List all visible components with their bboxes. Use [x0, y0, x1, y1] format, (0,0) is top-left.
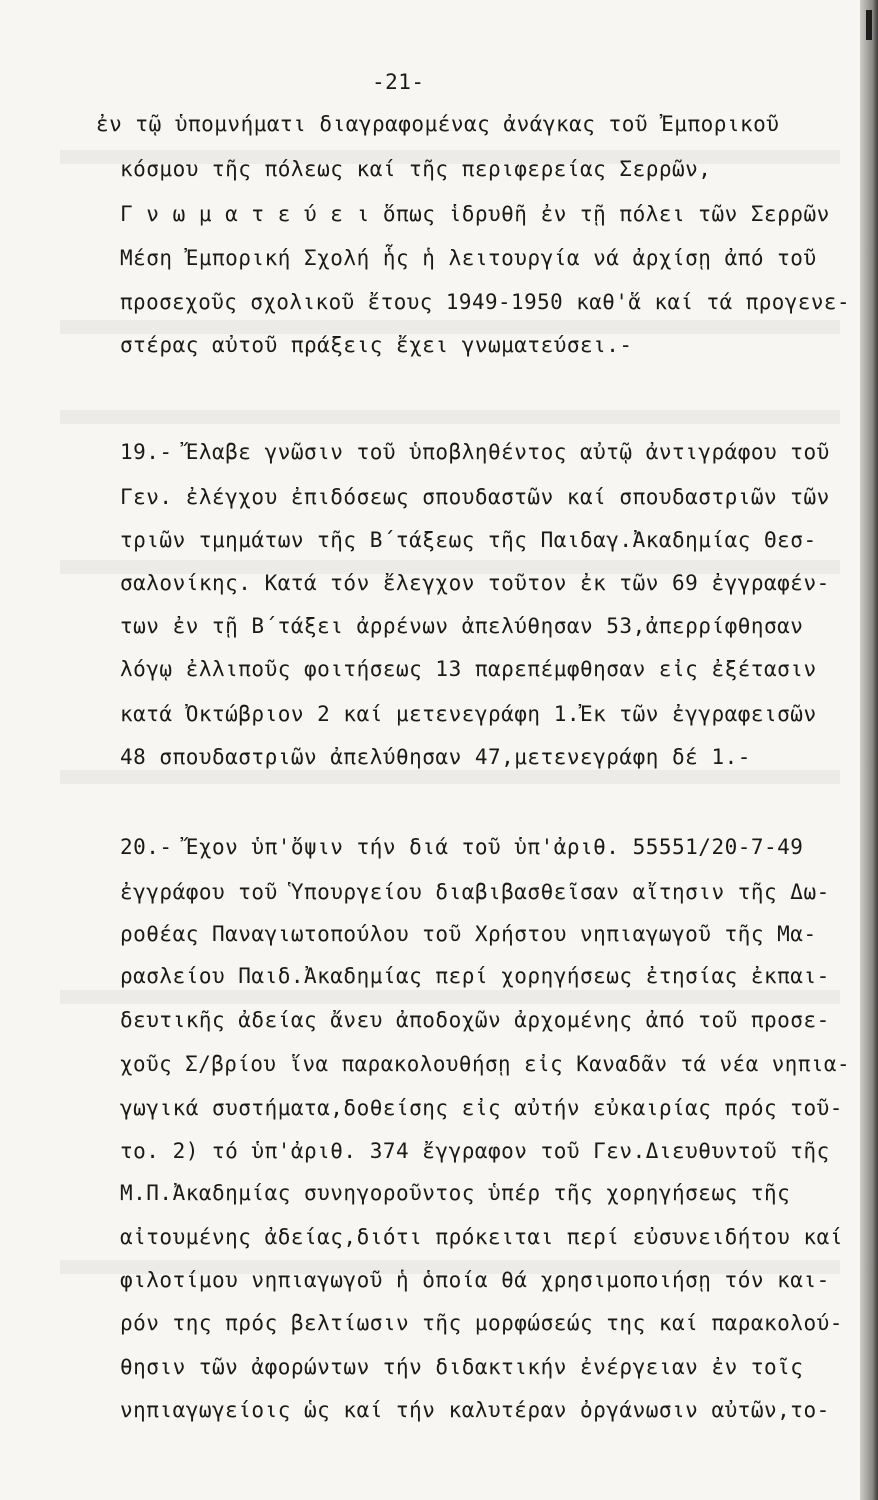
text-line: σαλονίκης. Κατά τόν ἔλεγχον τοῦτον ἐκ τῶν 69 ἐγγραφέν- [120, 571, 830, 595]
bleed-through-line [60, 770, 840, 784]
page-edge-shadow [860, 0, 878, 1500]
text-line: ρόν της πρός βελτίωσιν τῆς μορφώσεώς της καί παρακολού- [120, 1311, 843, 1335]
text-line: Γ ν ω μ α τ ε ύ ε ι ὅπως ἱδρυθῆ ἐν τῇ πόλει τῶν Σερρῶν [120, 202, 830, 226]
text-line: λόγῳ ἐλλιποῦς φοιτήσεως 13 παρεπέμφθησαν εἰς ἐξέτασιν [120, 657, 817, 681]
bleed-through-line [60, 410, 840, 424]
bleed-through-line [60, 320, 840, 334]
bleed-through-line [60, 990, 840, 1004]
text-line: το. 2) τό ὑπ'ἀριθ. 374 ἔγγραφον τοῦ Γεν.Διευθυντοῦ τῆς [120, 1139, 830, 1163]
text-line: νηπιαγωγείοις ὡς καί τήν καλυτέραν ὀργάνωσιν αὐτῶν,το- [120, 1398, 830, 1422]
text-line: Μέση Ἐμπορική Σχολή ἧς ἡ λειτουργία νά ἀρχίσῃ ἀπό τοῦ [120, 246, 817, 270]
text-line: ἐν τῷ ὑπομνήματι διαγραφομένας ἀνάγκας τοῦ Ἐμπορικοῦ [96, 112, 780, 136]
text-line: 48 σπουδαστριῶν ἀπελύθησαν 47,μετενεγράφη δέ 1.- [120, 745, 751, 769]
edge-mark [866, 10, 872, 40]
text-line: 20.- Ἔχον ὑπ'ὄψιν τήν διά τοῦ ὑπ'ἀριθ. 55551/20-7-49 [120, 835, 804, 859]
text-line: Γεν. ἐλέγχου ἐπιδόσεως σπουδαστῶν καί σπουδαστριῶν τῶν [120, 485, 830, 509]
text-line: ροθέας Παναγιωτοπούλου τοῦ Χρήστου νηπιαγωγοῦ τῆς Μα- [120, 922, 817, 946]
text-line: αἰτουμένης ἀδείας,διότι πρόκειται περί εὐσυνειδήτου καί [120, 1225, 843, 1249]
text-line: χοῦς Σ/βρίου ἵνα παρακολουθήσῃ εἰς Καναδᾶν τά νέα νηπια- [120, 1052, 850, 1076]
text-line: ἐγγράφου τοῦ Ὑπουργείου διαβιβασθεῖσαν αἴτησιν τῆς Δω- [120, 880, 830, 904]
text-line: δευτικῆς ἀδείας ἄνευ ἀποδοχῶν ἀρχομένης ἀπό τοῦ προσε- [120, 1008, 830, 1032]
text-line: φιλοτίμου νηπιαγωγοῦ ἡ ὁποία θά χρησιμοποιήσῃ τόν και- [120, 1268, 830, 1292]
text-line: θησιν τῶν ἀφορώντων τήν διδακτικήν ἐνέργειαν ἐν τοῖς [120, 1355, 804, 1379]
text-line: τριῶν τμημάτων τῆς Β΄τάξεως τῆς Παιδαγ.Ἀκαδημίας Θεσ- [120, 528, 817, 552]
text-line: προσεχοῦς σχολικοῦ ἔτους 1949-1950 καθ'ἅ καί τά προγενε- [120, 290, 850, 314]
page-number: -21- [372, 70, 425, 94]
text-line: ρασλείου Παιδ.Ἀκαδημίας περί χορηγήσεως ἐτησίας ἐκπαι- [120, 964, 830, 988]
text-line: κατά Ὀκτώβριον 2 καί μετενεγράφη 1.Ἐκ τῶν ἐγγραφεισῶν [120, 702, 817, 726]
text-line: γωγικά συστήματα,δοθείσης εἰς αὐτήν εὐκαιρίας πρός τοῦ- [120, 1096, 843, 1120]
text-line: των ἐν τῇ Β΄τάξει ἀρρένων ἀπελύθησαν 53,ἀπερρίφθησαν [120, 614, 804, 638]
text-line: κόσμου τῆς πόλεως καί τῆς περιφερείας Σερρῶν, [120, 157, 712, 181]
text-line: Μ.Π.Ἀκαδημίας συνηγοροῦντος ὑπέρ τῆς χορηγήσεως τῆς [120, 1181, 791, 1205]
text-line: 19.- Ἔλαβε γνῶσιν τοῦ ὑποβληθέντος αὐτῷ ἀντιγράφου τοῦ [120, 440, 830, 464]
text-line: στέρας αὐτοῦ πράξεις ἔχει γνωματεύσει.- [120, 333, 633, 357]
